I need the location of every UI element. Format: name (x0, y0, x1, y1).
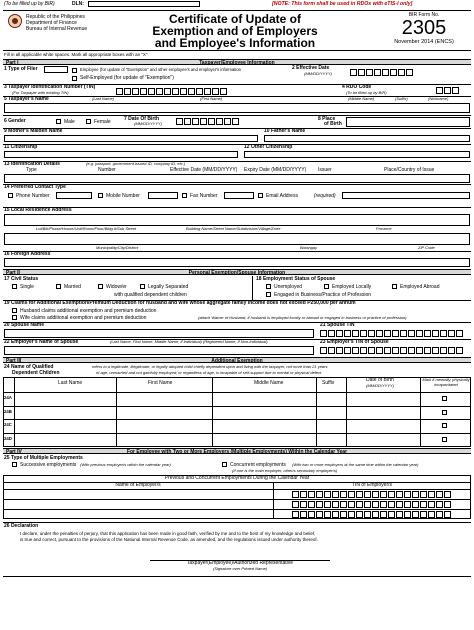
id-effective-header: Effective Date (MM/DD/YYYY) (170, 167, 238, 173)
type-of-filer-field[interactable] (44, 66, 68, 73)
addr-line1-caption: Lot/Blk/Phase/House/Unit/Room/Floor/Bldg.#/Sub Street (36, 226, 137, 231)
concurrent-checkbox[interactable] (222, 462, 227, 467)
engaged-business-label: Engaged in Business/Practice of Profession (274, 292, 371, 298)
part3-label: Part III (6, 358, 22, 364)
id-details-sub: (e.g. passport, government issued ID, company ID, etc.) (86, 161, 186, 166)
spouse-name-field[interactable] (4, 329, 314, 338)
mobile-field[interactable] (148, 192, 178, 199)
fax-label: Fax Number (190, 193, 218, 199)
gender-female-label: Female (94, 119, 111, 125)
header-top-rule (3, 10, 471, 11)
addr-line5-caption: Barangay (300, 245, 318, 250)
spouse-name-label: 20 Spouse Name (4, 322, 45, 328)
rule-207 (3, 207, 471, 208)
father-name-field[interactable] (264, 135, 470, 142)
dln-label: DLN: (72, 1, 84, 7)
successive-checkbox[interactable] (12, 462, 17, 467)
spouse-employer-tin-label: 23 Employer's TIN of Spouse (320, 339, 389, 345)
employer-tin-header: TIN of Employer/s (351, 482, 392, 488)
gender-male-label: Male (64, 119, 75, 125)
previous-employers-title: Previous and Concurrent Employments During the Calendar Year (164, 475, 310, 481)
date-of-birth-cells[interactable] (176, 118, 240, 125)
wife-claims-note: (attach Waiver of Husband, if husband is employed locally or abroad or engaged in business or practice of profession) (198, 315, 407, 320)
phone-label: Phone Number (16, 193, 50, 199)
successive-label: Successive employments (20, 462, 77, 468)
id-number-header: Number (98, 167, 116, 173)
to-be-filled-label: (To be filled up by BIR) (4, 1, 55, 7)
signatory-sub: (Signature over Printed Name) (212, 566, 268, 571)
id-details-label: 13 Identification Details (4, 161, 60, 167)
dep-col-4 (346, 377, 347, 447)
dep-col-suffix: Suffix (322, 380, 335, 386)
dep-col-mark: Mark if mentally, physically incapacitated (422, 377, 470, 387)
part3-title: Additional Exemption (211, 358, 263, 364)
dep-col-dob: Date of Birth (366, 377, 394, 383)
other-citizenship-field[interactable] (244, 151, 470, 158)
name-last-label: (Last Name) (92, 96, 115, 101)
filer-employee-checkbox[interactable] (72, 68, 77, 73)
spouse-employer-field[interactable] (4, 346, 314, 355)
emp-rule-1 (3, 499, 471, 500)
name-nickname-label: (Nickname) (428, 96, 449, 101)
mother-name-field[interactable] (4, 135, 258, 142)
widow-checkbox[interactable] (98, 284, 103, 289)
spouse-tin-cells[interactable] (320, 330, 464, 337)
dep-rule-header (3, 392, 471, 393)
employer-name-header: Name of Employer/s (115, 482, 161, 488)
residence-address-line2-field[interactable] (4, 233, 470, 245)
email-field[interactable] (342, 192, 470, 199)
dependent-note-line1: refers to a legitimate, illegitimate, or legally adopted child chiefly dependent upon and living with the taxpayer, not more than 21 years (92, 364, 328, 369)
agency-line1: Republic of the Philippines (26, 14, 85, 20)
fax-checkbox[interactable] (182, 193, 187, 198)
dep-col-5 (420, 377, 421, 447)
dep-row-a-incapacitated-checkbox[interactable] (442, 396, 447, 401)
single-label: Single (20, 284, 34, 290)
id-place-header: Place/Country of Issue (384, 167, 435, 173)
rdo-code-cells[interactable] (436, 87, 460, 94)
form-title-line3: and Employee's Information (154, 36, 316, 50)
residence-address-line1-field[interactable] (4, 214, 470, 226)
effective-date-sub: (MM/DD/YYYY) (304, 71, 332, 76)
dep-row-c: 24C (4, 422, 12, 427)
emp-rule-header (3, 489, 471, 490)
declaration-text1: I declare, under the penalties of perjury, that this application has been made in good faith, verified by me and to the best of my knowledge and belief, (20, 531, 316, 536)
multiple-employment-label: 25 Type of Multiple Employments (4, 455, 83, 461)
name-suffix-label: (Suffix) (395, 96, 408, 101)
rule-522 (3, 522, 471, 523)
effective-date-cells[interactable] (350, 69, 414, 76)
rdo-code-label: 4 RDO Code (342, 84, 372, 90)
civil-status-label: 17 Civil Status (4, 276, 39, 282)
concurrent-label: Concurrent employments (230, 462, 286, 468)
rule-161 (3, 161, 471, 162)
tin-sub: (For Taxpayer with existing TIN) (12, 90, 69, 95)
agency-line3: Bureau of Internal Revenue (26, 26, 88, 32)
employer-tin-row2-cells[interactable] (292, 501, 452, 508)
dep-row-b-incapacitated-checkbox[interactable] (442, 410, 447, 415)
rule-144 (3, 144, 471, 145)
gender-female-checkbox[interactable] (86, 119, 91, 124)
citizenship-label: 11 Citizenship (4, 144, 38, 150)
form-title-line2: Exemption and of Employers (152, 24, 318, 38)
email-checkbox[interactable] (258, 193, 263, 198)
taxpayer-name-field[interactable] (4, 103, 470, 113)
rule-322 (3, 322, 471, 323)
rule-251 (3, 251, 471, 252)
form-number: 2305 (401, 17, 447, 39)
wife-claims-label: Wife claims additional exemption and premium deduction (20, 315, 147, 321)
dep-col-first: First Name (148, 380, 173, 386)
fax-field[interactable] (224, 192, 254, 199)
type-of-filer-label: 1 Type of Filer (4, 66, 38, 72)
part2-label: Part II (6, 270, 20, 276)
contact-type-label: 14 Preferred Contact Type (4, 184, 66, 190)
rdo-code-sub: (To be filled up by BIR) (346, 90, 387, 95)
employer-tin-row3-cells[interactable] (292, 511, 452, 518)
form-note: [NOTE: This form shall be used in RDOs with eTIS-I only] (272, 1, 413, 7)
with-dependent-label: with qualified dependent children (114, 292, 187, 298)
form-title-line1: Certificate of Update of (168, 12, 301, 26)
dep-row-c-incapacitated-checkbox[interactable] (442, 423, 447, 428)
concurrent-sub: (With two or more employers at the same time within the calendar year) (292, 462, 419, 467)
mobile-checkbox[interactable] (98, 193, 103, 198)
id-details-field[interactable] (4, 174, 470, 183)
employed-abroad-checkbox[interactable] (392, 284, 397, 289)
date-of-birth-sub: (MM/DD/YYYY) (134, 121, 162, 126)
mobile-label: Mobile Number (106, 193, 140, 199)
declaration-text2: is true and correct, pursuant to the provisions of the National Internal Revenue Code, as amended, and the regulations issued under authority thereof. (20, 537, 318, 542)
dep-col-1 (116, 377, 117, 447)
dep-rule-c (3, 433, 471, 434)
spouse-employment-label: 18 Employment Status of Spouse (256, 276, 336, 282)
unemployed-checkbox[interactable] (266, 284, 271, 289)
id-expiry-header: Expiry Date (MM/DD/YYYY) (244, 167, 307, 173)
dep-rule-b (3, 419, 471, 420)
dep-col-middle: Middle Name (254, 380, 284, 386)
dln-field[interactable] (88, 1, 200, 7)
addr-line2-caption: Building Name/Street Name/Subdivision/Village/Zone (186, 226, 281, 231)
id-issuer-header: Issuer (318, 167, 332, 173)
employed-locally-checkbox[interactable] (324, 284, 329, 289)
dep-col-2 (212, 377, 213, 447)
bir-seal-icon (8, 14, 22, 28)
email-label: Email Address (266, 193, 298, 199)
part3-bar (3, 357, 471, 363)
employer-tin-row1-cells[interactable] (292, 491, 452, 498)
form-number-label: BIR Form No. (408, 12, 440, 18)
filer-self-employed-label: Self-Employed (for update of "Exemption") (80, 75, 174, 81)
addr-line4-caption: Municipality/City/District (96, 245, 139, 250)
tin-cells[interactable] (116, 88, 228, 95)
dependent-children-label-b: Dependent Children (12, 370, 60, 376)
tin-label: 3 Taxpayer Identification Number (TIN) (4, 84, 96, 90)
dependents-table (3, 377, 471, 447)
married-label: Married (64, 284, 81, 290)
emp-col-divider (273, 482, 274, 519)
dep-col-dob-sub: (MM/DD/YYYY) (366, 383, 394, 388)
legally-separated-checkbox[interactable] (140, 284, 145, 289)
declaration-label: 26 Declaration (4, 523, 39, 529)
place-of-birth-label-b: of Birth (324, 121, 342, 127)
residence-address-label: 15 Local Residence Address (4, 207, 72, 213)
dependent-note-line2: of age, unmarried and not gainfully employed; or regardless of age, is incapable of self-support due to mental or physical defect (96, 370, 322, 375)
employed-locally-label: Employed Locally (332, 284, 372, 290)
effective-date-label: 2 Effective Date (292, 65, 330, 71)
part2-divider (252, 276, 253, 300)
gender-male-checkbox[interactable] (56, 119, 61, 124)
dep-col-0 (14, 377, 15, 447)
part4-label: Part IV (6, 449, 22, 455)
concurrent-sub-b: (If one is the main employer, other/s secondary employer/s) (232, 468, 338, 473)
dep-col-last: Last Name (58, 380, 83, 386)
filer-self-employed-checkbox[interactable] (72, 76, 77, 81)
emp-rule-2 (3, 509, 471, 510)
successive-sub: (With previous employer/s within the calendar year) (80, 462, 171, 467)
rule-184 (3, 184, 471, 185)
dep-row-b: 24B (4, 409, 12, 414)
dep-row-d: 24D (4, 436, 12, 441)
husband-claims-label: Husband claims additional exemption and premium deduction (20, 308, 157, 314)
part4-bar (3, 448, 471, 454)
spouse-employer-label: 22 Employer's Name of Spouse (4, 339, 79, 345)
part1-bar (3, 59, 471, 65)
dep-col-3 (316, 377, 317, 447)
place-of-birth-field[interactable] (346, 117, 470, 127)
date-of-birth-label: 7 Date Of Birth (124, 116, 160, 122)
place-of-birth-label: 8 Place (318, 116, 336, 122)
name-middle-label: (Middle Name) (348, 96, 375, 101)
employed-abroad-label: Employed Abroad (400, 284, 440, 290)
spouse-employer-sub: (Last Name, First Name, Middle Name, if Individual) (Registered Name, if Non-Individual) (110, 339, 268, 344)
mother-name-label: 9 Mother's Maiden Name (4, 128, 63, 134)
other-citizenship-label: 12 Other Citizenship (244, 144, 293, 150)
engaged-business-checkbox[interactable] (266, 292, 271, 297)
addr-line3-caption: Province (376, 226, 392, 231)
filer-employee-label: Employee (for update of "Exemption" and other employee's and employer's information (80, 67, 241, 72)
agency-line2: Department of Finance (26, 20, 77, 26)
dep-row-a: 24A (4, 395, 12, 400)
addr-line6-caption: ZIP Code (418, 245, 435, 250)
citizenship-field[interactable] (4, 151, 238, 158)
rule-115 (3, 115, 471, 116)
phone-field[interactable] (56, 192, 92, 199)
foreign-address-field[interactable] (4, 258, 470, 267)
married-checkbox[interactable] (56, 284, 61, 289)
father-name-label: 10 Father's Name (264, 128, 306, 134)
part2-bar (3, 269, 471, 275)
spouse-employer-tin-cells[interactable] (320, 347, 464, 354)
additional-claims-label: 19 Claims for Additional Exemption/Premium Deduction for husband and wife whose aggregate family income does not exceed P250,000 per annum (4, 300, 356, 306)
husband-claims-checkbox[interactable] (12, 308, 17, 313)
form-date: November 2014 (ENCS) (394, 39, 454, 45)
wife-claims-checkbox[interactable] (12, 315, 17, 320)
dep-row-d-incapacitated-checkbox[interactable] (442, 437, 447, 442)
email-required-label: (required) (314, 193, 336, 199)
form-bottom-rule (3, 576, 471, 577)
spouse-tin-label: 21 Spouse TIN (320, 322, 355, 328)
taxpayer-name-label: 5 Taxpayer's Name (4, 96, 49, 102)
widow-label: Widow/er (106, 284, 127, 290)
signatory-label: Taxpayer(Employee)/Authorized Representative (186, 560, 294, 566)
header-bottom-rule (3, 50, 471, 51)
phone-checkbox[interactable] (8, 193, 13, 198)
rule-128 (3, 128, 471, 129)
foreign-address-label: 16 Foreign Address (4, 251, 51, 257)
legally-separated-label: Legally Separated (148, 284, 189, 290)
gender-label: 6 Gender (4, 118, 26, 124)
single-checkbox[interactable] (12, 284, 17, 289)
part4-title: For Employee with Two or More Employers (Multiple Employments) Within the Calendar Year (126, 449, 348, 455)
part2-title: Personal Exemption/Spouse Information (188, 270, 286, 276)
instruction-text: Fill in all applicable white spaces. Mark all appropriate boxes with an "X" (4, 52, 148, 57)
part1-label: Part I (6, 60, 19, 66)
id-type-header: Type (26, 167, 37, 173)
name-first-label: (First Name) (200, 96, 223, 101)
unemployed-label: Unemployed (274, 284, 303, 290)
part1-title: Taxpayer/Employee Information (199, 60, 275, 66)
dep-rule-a (3, 406, 471, 407)
dependent-children-label: 24 Name of Qualified (4, 364, 54, 370)
